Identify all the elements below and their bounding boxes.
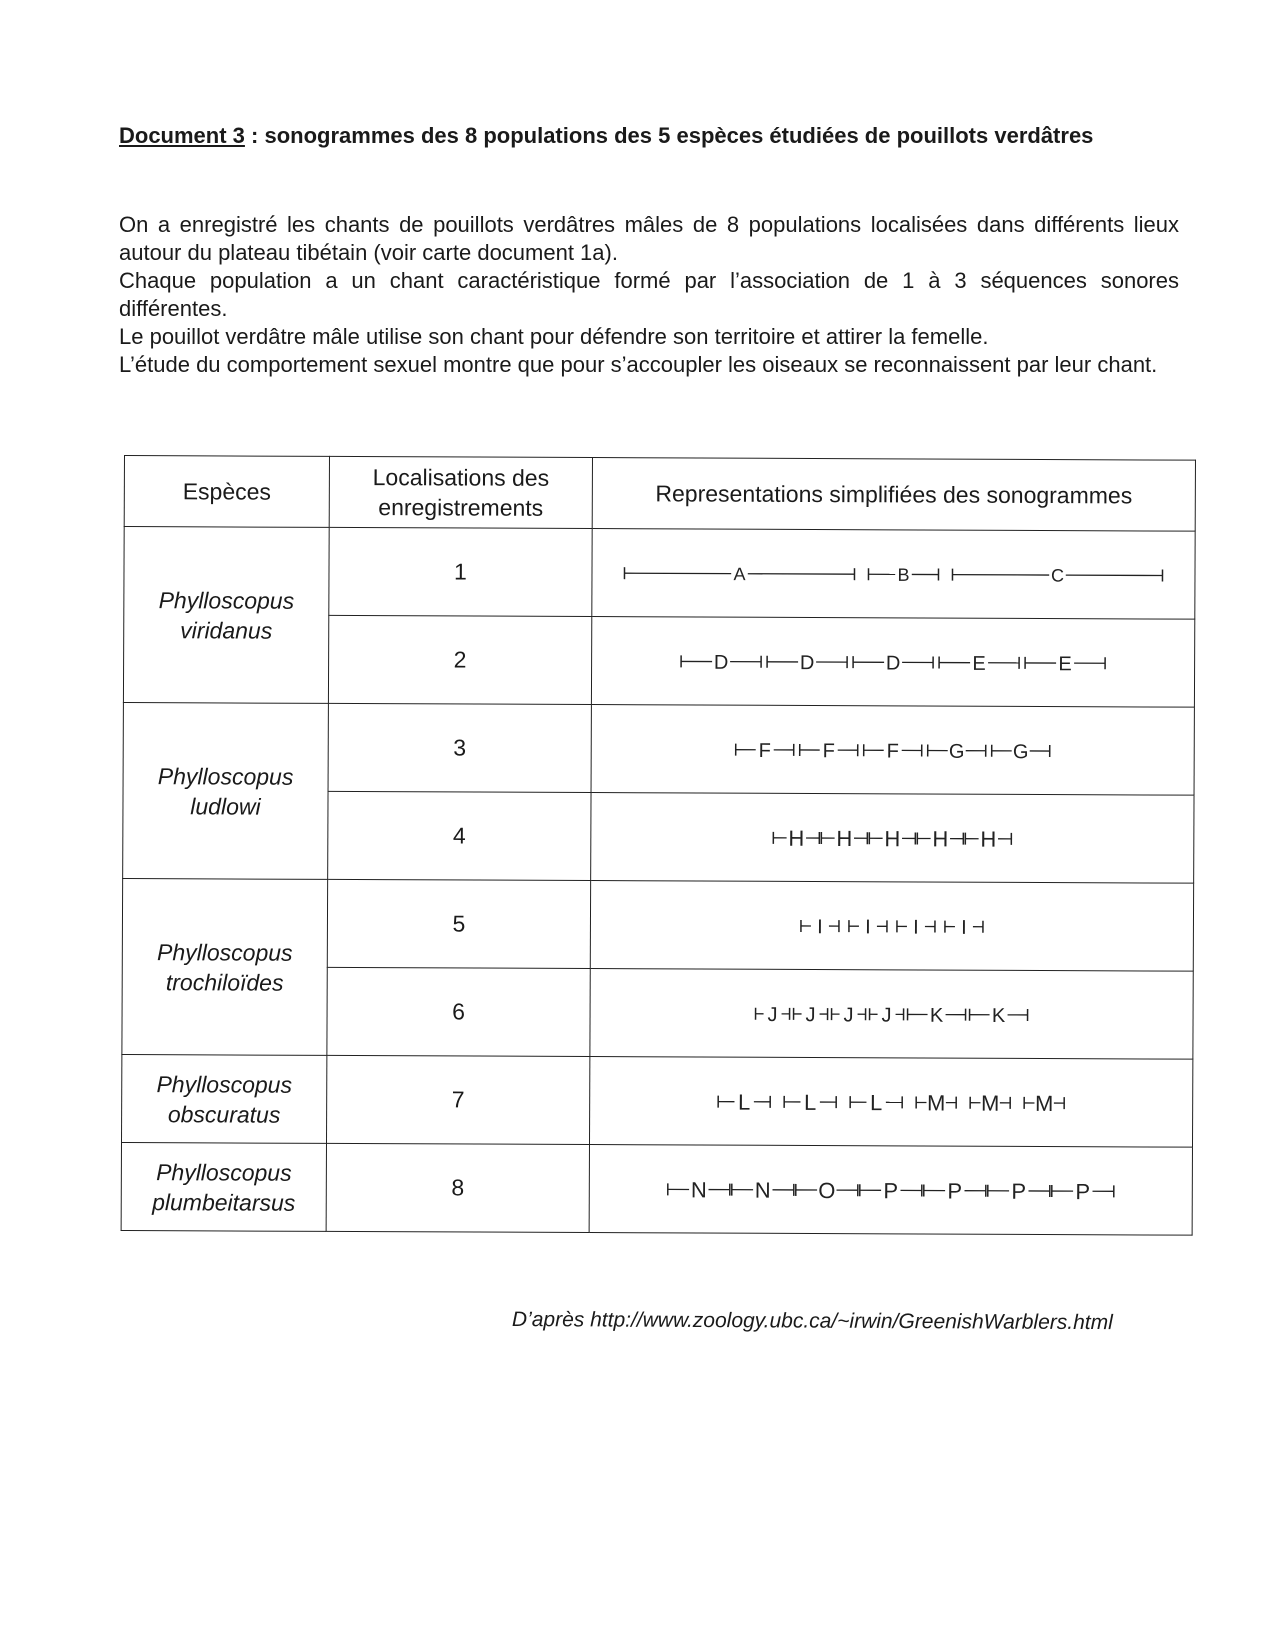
sonogram-diagram <box>799 910 985 941</box>
sonogram-segment <box>870 1004 904 1026</box>
sonogram-segment <box>965 826 1011 851</box>
sonogram-segment <box>869 826 915 851</box>
location-cell: 6 <box>327 967 590 1056</box>
species-cell <box>122 878 328 1055</box>
sonogram-letter: E <box>1058 652 1072 675</box>
sonogram-letter: C <box>1050 565 1065 586</box>
sonogram-segment <box>732 1177 794 1202</box>
sonogram-segment <box>988 1178 1050 1203</box>
sonogram-cell <box>590 881 1193 972</box>
location-cell: 7 <box>326 1055 589 1144</box>
sonogram-segment <box>794 1004 828 1026</box>
sonogram-segment <box>801 916 839 938</box>
table-row <box>123 702 1194 795</box>
location-cell: 5 <box>327 879 590 968</box>
intro-text <box>119 211 1179 379</box>
header-location: Localisations des enregistrements <box>329 456 592 528</box>
source-citation: D’après http://www.zoology.ubc.ca/~irwin/GreenishWarblers.html <box>511 1308 1113 1335</box>
sonogram-segment <box>849 916 887 938</box>
sonogram-letter: L <box>870 1089 883 1115</box>
sonogram-cell <box>589 1057 1192 1148</box>
sonogram-segment <box>917 826 963 851</box>
sonogram-letter: D <box>885 652 901 675</box>
sonogram-letter: J <box>767 1003 778 1026</box>
species-cell <box>121 1142 326 1231</box>
sonogram-segment <box>773 825 819 850</box>
sonogram-letter: I <box>913 916 919 939</box>
sonogram-letter: F <box>758 739 771 762</box>
intro-paragraph: On a enregistré les chants de pouillots verdâtres mâles de 8 populations localisées dans différents lieux autour du plateau tibétain (voir carte document 1a). <box>119 212 1179 265</box>
species-epithet: trochiloïdes <box>165 968 284 996</box>
sonogram-segment <box>1052 1178 1114 1203</box>
sonogram-letter: P <box>1011 1178 1027 1204</box>
sonogram-segment <box>796 1177 858 1202</box>
sonogram-letter: D <box>799 651 815 674</box>
sonogram-letter: I <box>817 915 823 938</box>
sonogram-letter: F <box>822 739 835 762</box>
species-epithet: viridanus <box>180 616 273 644</box>
location-cell: 8 <box>326 1143 589 1232</box>
sonogram-letter: E <box>972 652 986 675</box>
intro-paragraph: Chaque population a un chant caractéristique formé par l’association de 1 à 3 séquences sonores différentes. <box>119 268 1179 321</box>
species-cell <box>123 702 329 879</box>
document-label: Document 3 <box>119 123 245 148</box>
species-genus: Phylloscopus <box>157 762 294 790</box>
sonogram-letter: G <box>948 740 965 763</box>
sonogram-letter: H <box>932 825 949 852</box>
sonogram-letter: J <box>805 1003 816 1026</box>
sonogram-letter: P <box>947 1178 963 1204</box>
sonogram-segment <box>864 740 922 762</box>
sonogram-letter: O <box>818 1177 836 1203</box>
sonogram-segment <box>970 1004 1028 1026</box>
document-title-text: : sonogrammes des 8 populations des 5 espèces étudiées de pouillots verdâtres <box>244 123 1094 148</box>
sonogram-letter: K <box>991 1004 1006 1027</box>
intro-paragraph: Le pouillot verdâtre mâle utilise son chant pour défendre son territoire et attirer la femelle. <box>119 324 989 349</box>
sonogram-segment <box>928 740 986 762</box>
sonogram-diagram <box>771 822 1013 853</box>
sonogram-segment <box>668 1177 730 1202</box>
sonogram-segment <box>916 1090 956 1115</box>
sonogram-table <box>121 455 1196 1236</box>
sonogram-segment <box>1025 653 1105 675</box>
sonogram-letter: I <box>961 916 967 939</box>
sonogram-diagram <box>622 559 1164 589</box>
sonogram-cell <box>590 969 1193 1060</box>
sonogram-letter: P <box>1075 1178 1091 1204</box>
sonogram-diagram <box>716 1086 1066 1118</box>
sonogram-letter: H <box>980 826 997 852</box>
sonogram-segment <box>736 739 794 761</box>
sonogram-cell <box>589 1145 1192 1236</box>
sonogram-cell <box>592 529 1195 620</box>
sonogram-letter: M <box>1034 1090 1054 1116</box>
sonogram-letter: L <box>738 1089 751 1115</box>
sonogram-segment <box>681 651 761 673</box>
sonogram-segment <box>784 1089 836 1114</box>
sonogram-diagram <box>734 734 1052 765</box>
sonogram-cell <box>591 793 1194 884</box>
sonogram-letter: M <box>926 1089 946 1116</box>
sonogram-letter: F <box>886 740 899 763</box>
location-cell: 4 <box>328 791 591 880</box>
sonogram-segment <box>952 565 1162 586</box>
sonogram-segment <box>821 825 867 850</box>
header-sonogram: Representations simplifiées des sonogrammes <box>592 458 1195 532</box>
table-row <box>122 1054 1193 1147</box>
sonogram-segment <box>767 652 847 674</box>
species-epithet: plumbeitarsus <box>152 1188 296 1216</box>
sonogram-cell <box>591 617 1194 708</box>
sonogram-segment <box>970 1090 1010 1115</box>
sonogram-letter: J <box>881 1004 892 1027</box>
species-cell <box>123 527 329 704</box>
sonogram-letter: J <box>843 1003 854 1026</box>
species-epithet: ludlowi <box>190 792 261 820</box>
location-cell: 2 <box>328 615 591 704</box>
species-genus: Phylloscopus <box>156 1158 292 1186</box>
sonogram-letter: H <box>884 825 901 851</box>
sonogram-segment <box>897 916 935 938</box>
sonogram-segment <box>800 740 858 762</box>
intro-paragraph: L’étude du comportement sexuel montre que pour s’accoupler les oiseaux se reconnaissent par leur chant. <box>119 352 1158 377</box>
species-genus: Phylloscopus <box>158 586 295 614</box>
sonogram-letter: I <box>865 915 871 938</box>
sonogram-segment <box>860 1178 922 1203</box>
sonogram-letter: H <box>836 825 853 851</box>
sonogram-segment <box>624 563 854 584</box>
header-species: Espèces <box>124 456 329 528</box>
sonogram-letter: N <box>690 1176 707 1202</box>
sonogram-segment <box>939 652 1019 674</box>
sonogram-segment <box>832 1004 866 1026</box>
sonogram-cell <box>591 705 1194 796</box>
species-genus: Phylloscopus <box>157 938 293 966</box>
sonogram-letter: N <box>754 1177 771 1203</box>
species-epithet: obscuratus <box>167 1100 281 1128</box>
sonogram-diagram <box>754 998 1030 1029</box>
sonogram-segment <box>756 1003 790 1025</box>
table-row <box>122 878 1193 971</box>
sonogram-letter: L <box>804 1089 817 1115</box>
sonogram-letter: A <box>733 563 746 584</box>
sonogram-letter: H <box>788 825 805 851</box>
table-row <box>124 527 1195 620</box>
sonogram-segment <box>945 916 983 938</box>
document-title <box>119 122 1179 149</box>
sonogram-segment <box>850 1090 902 1115</box>
location-cell: 1 <box>329 527 592 616</box>
sonogram-letter: B <box>897 564 910 585</box>
location-cell: 3 <box>328 703 591 792</box>
sonogram-segment <box>992 740 1050 762</box>
sonogram-segment <box>718 1089 770 1114</box>
table-header-row <box>124 456 1195 532</box>
sonogram-letter: K <box>929 1004 944 1027</box>
sonogram-segment <box>1024 1090 1064 1115</box>
sonogram-diagram <box>679 646 1107 678</box>
sonogram-segment <box>853 652 933 674</box>
sonogram-diagram <box>666 1174 1116 1206</box>
sonogram-segment <box>868 564 938 584</box>
sonogram-letter: G <box>1012 740 1029 763</box>
table-row <box>121 1142 1192 1235</box>
sonogram-segment <box>908 1004 966 1026</box>
sonogram-letter: P <box>883 1177 899 1203</box>
sonogram-letter: D <box>713 651 729 674</box>
species-genus: Phylloscopus <box>156 1070 293 1098</box>
sonogram-segment <box>924 1178 986 1203</box>
species-cell <box>122 1054 327 1143</box>
sonogram-letter: M <box>980 1090 1000 1116</box>
